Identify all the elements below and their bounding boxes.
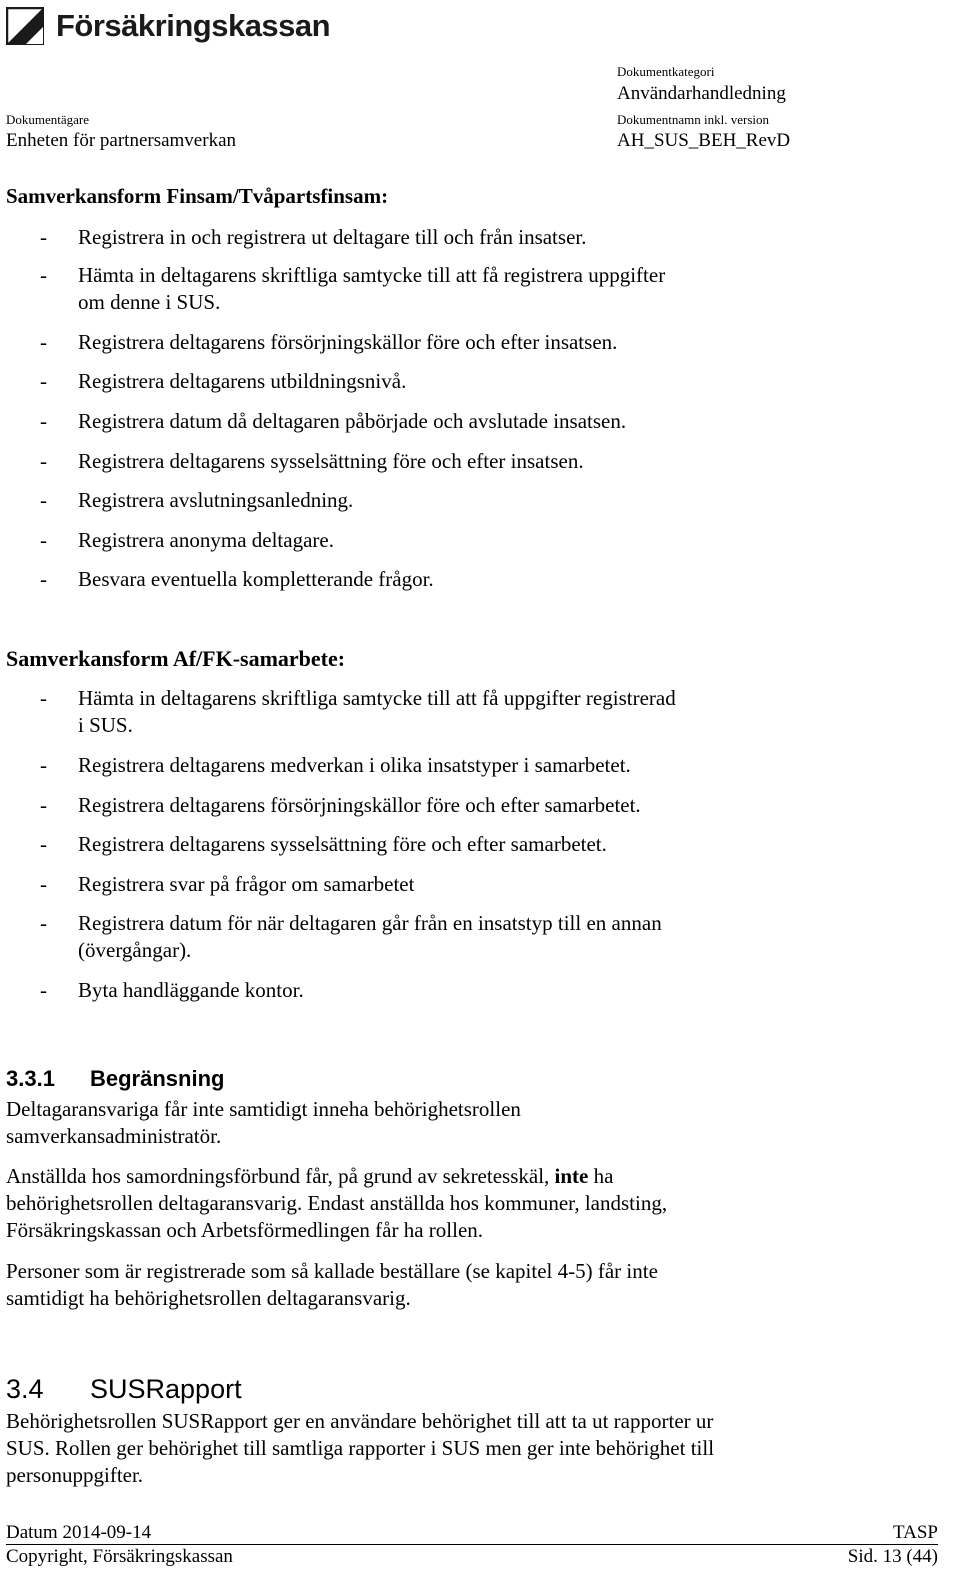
category-label: Dokumentkategori bbox=[617, 64, 715, 79]
logo-text: Försäkringskassan bbox=[56, 8, 331, 43]
list-item: - Registrera datum då deltagaren påbörjade och avslutade insatsen. bbox=[40, 409, 627, 433]
footer-date: Datum 2014-09-14 bbox=[6, 1522, 152, 1543]
logo-mark-icon bbox=[6, 7, 44, 45]
docname-label: Dokumentnamn inkl. version bbox=[617, 112, 770, 127]
section-title-finsam: Samverkansform Finsam/Tvåpartsfinsam: bbox=[6, 184, 389, 208]
paragraph: Personer som är registrerade som så kallade beställare (se kapitel 4-5) får inte samtidigt ha behörighetsrollen deltagaransvarig. bbox=[6, 1259, 658, 1310]
list-item: - Byta handläggande kontor. bbox=[40, 978, 304, 1002]
heading-title: Begränsning bbox=[90, 1066, 225, 1091]
list-item: - Registrera datum för när deltagaren går från en insatstyp till en annan (övergångar). bbox=[40, 911, 662, 962]
section-title-affk: Samverkansform Af/FK-samarbete: bbox=[6, 646, 346, 671]
owner-label: Dokumentägare bbox=[6, 112, 90, 127]
footer-page: Sid. 13 (44) bbox=[847, 1546, 938, 1567]
list-item: - Registrera deltagarens utbildningsnivå. bbox=[40, 369, 407, 393]
paragraph: Behörighetsrollen SUSRapport ger en användare behörighet till att ta ut rapporter ur SUS. Rollen ger behörighet till samtliga rapporter i SUS men ger inte behörighet till personuppgifter. bbox=[6, 1409, 715, 1487]
list-item: - Registrera deltagarens försörjningskällor före och efter insatsen. bbox=[40, 330, 618, 354]
list-item: - Registrera deltagarens sysselsättning före och efter samarbetet. bbox=[40, 832, 607, 856]
footer-code: TASP bbox=[893, 1522, 938, 1543]
list-item: - Registrera deltagarens medverkan i olika insatstyper i samarbetet. bbox=[40, 753, 631, 777]
category-value: Användarhandledning bbox=[617, 83, 786, 104]
list-item: - Registrera deltagarens sysselsättning före och efter insatsen. bbox=[40, 449, 584, 473]
list-item: - Besvara eventuella kompletterande frågor. bbox=[40, 567, 434, 591]
list-item: - Hämta in deltagarens skriftliga samtycke till att få uppgifter registrerad i SUS. bbox=[40, 686, 676, 737]
list-item: - Registrera in och registrera ut deltagare till och från insatser. bbox=[40, 225, 587, 249]
owner-value: Enheten för partnersamverkan bbox=[6, 130, 237, 151]
heading-title: SUSRapport bbox=[90, 1374, 242, 1404]
paragraph: Anställda hos samordningsförbund får, på grund av sekretesskäl, inte ha behörighetsrollen deltagaransvarig. Endast anställda hos kommuner, landsting, Försäkringskassan och Arbetsförmedlingen får ha rollen. bbox=[6, 1164, 668, 1242]
heading-3-3-1 bbox=[6, 1066, 224, 1092]
list-item: - Registrera anonyma deltagare. bbox=[40, 528, 334, 552]
logo bbox=[6, 4, 330, 48]
paragraph: Deltagaransvariga får inte samtidigt inneha behörighetsrollen samverkansadministratör. bbox=[6, 1097, 521, 1148]
docname-value: AH_SUS_BEH_RevD bbox=[617, 130, 791, 151]
footer-divider bbox=[6, 1544, 938, 1545]
heading-number: 3.3.1 bbox=[6, 1066, 55, 1091]
heading-number: 3.4 bbox=[6, 1374, 44, 1404]
heading-3-4 bbox=[6, 1374, 242, 1405]
list-item: - Registrera svar på frågor om samarbetet bbox=[40, 872, 415, 896]
list-item: - Hämta in deltagarens skriftliga samtycke till att få registrera uppgifter om denne i SUS. bbox=[40, 263, 666, 314]
footer-copyright: Copyright, Försäkringskassan bbox=[6, 1546, 233, 1567]
list-item: - Registrera avslutningsanledning. bbox=[40, 488, 354, 512]
emphasis: inte bbox=[554, 1164, 589, 1188]
list-item: - Registrera deltagarens försörjningskällor före och efter samarbetet. bbox=[40, 793, 641, 817]
